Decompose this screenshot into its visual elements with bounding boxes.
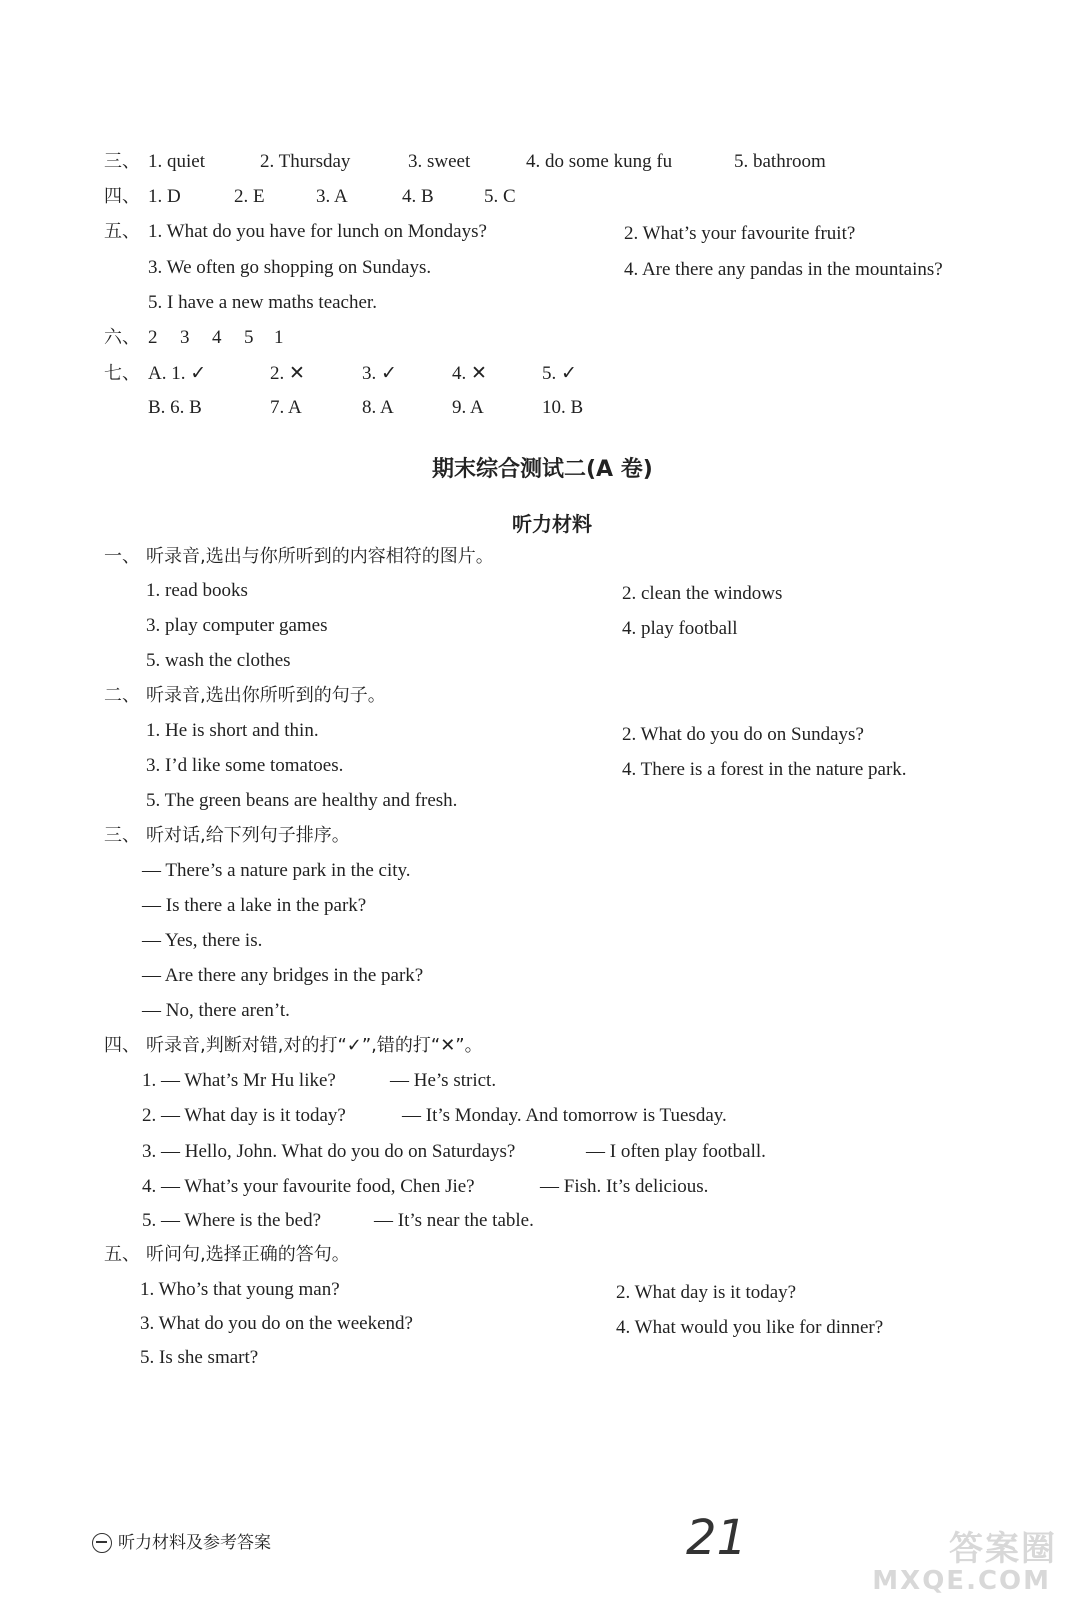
- listening-4-q-4: 4. — What’s your favourite food, Chen Jie?: [142, 1176, 475, 1197]
- listening-4-a-1: — He’s strict.: [390, 1070, 497, 1091]
- answer-6-3: 4: [212, 327, 222, 348]
- listening-2-title: 听录音,选出你所听到的句子。: [146, 685, 386, 706]
- answer-5-4: 4. Are there any pandas in the mountains?: [624, 259, 943, 280]
- answer-4-5: 5. C: [484, 186, 516, 207]
- listening-5-item-4: 4. What would you like for dinner?: [616, 1317, 884, 1338]
- answer-section-6-number: 六、: [104, 327, 140, 348]
- watermark-url: MXQE.COM: [872, 1566, 1051, 1596]
- answer-3-5: 5. bathroom: [734, 151, 826, 172]
- answer-6-2: 3: [180, 327, 190, 348]
- answer-5-1: 1. What do you have for lunch on Mondays?: [148, 221, 487, 242]
- answer-3-3: 3. sweet: [408, 151, 471, 172]
- listening-2-item-3: 3. I’d like some tomatoes.: [146, 755, 344, 776]
- answer-section-3-number: 三、: [104, 151, 140, 172]
- answer-7-b9: 9. A: [452, 397, 484, 418]
- answer-7-b10: 10. B: [542, 397, 584, 418]
- listening-4-a-5: — It’s near the table.: [374, 1210, 534, 1231]
- footer: [92, 1528, 271, 1553]
- answer-6-5: 1: [274, 327, 284, 348]
- listening-5-item-3: 3. What do you do on the weekend?: [140, 1313, 413, 1334]
- section-title: 听力材料: [512, 512, 592, 536]
- listening-2-item-2: 2. What do you do on Sundays?: [622, 724, 864, 745]
- footer-label: 听力材料及参考答案: [118, 1533, 271, 1553]
- listening-2-item-4: 4. There is a forest in the nature park.: [622, 759, 907, 780]
- listening-3-number: 三、: [104, 825, 140, 846]
- answer-3-4: 4. do some kung fu: [526, 151, 673, 172]
- listening-3-line-2: — Is there a lake in the park?: [142, 895, 367, 916]
- answer-7-a4: 4. ✕: [452, 363, 487, 384]
- answer-6-1: 2: [148, 327, 158, 348]
- listening-5-item-5: 5. Is she smart?: [140, 1347, 259, 1368]
- listening-3-title: 听对话,给下列句子排序。: [146, 825, 350, 846]
- answer-7-b6: B. 6. B: [148, 397, 202, 418]
- listening-1-item-4: 4. play football: [622, 618, 738, 639]
- answer-7-b7: 7. A: [270, 397, 302, 418]
- watermark-logo: 答案圈: [949, 1529, 1057, 1569]
- listening-1-item-1: 1. read books: [146, 580, 248, 601]
- answer-7-b8: 8. A: [362, 397, 394, 418]
- listening-2-number: 二、: [104, 685, 140, 706]
- listening-3-line-3: — Yes, there is.: [142, 930, 263, 951]
- listening-4-q-3: 3. — Hello, John. What do you do on Saturdays?: [142, 1141, 516, 1162]
- listening-5-item-1: 1. Who’s that young man?: [140, 1279, 340, 1300]
- answer-7-a5: 5. ✓: [542, 363, 577, 384]
- test-title: 期末综合测试二(A 卷): [432, 457, 653, 482]
- answer-4-4: 4. B: [402, 186, 434, 207]
- answer-4-2: 2. E: [234, 186, 265, 207]
- answer-5-3: 3. We often go shopping on Sundays.: [148, 257, 432, 278]
- listening-3-line-4: — Are there any bridges in the park?: [142, 965, 424, 986]
- answer-5-5: 5. I have a new maths teacher.: [148, 292, 377, 313]
- listening-1-item-2: 2. clean the windows: [622, 583, 783, 604]
- answer-6-4: 5: [244, 327, 254, 348]
- listening-1-title: 听录音,选出与你所听到的内容相符的图片。: [146, 546, 494, 567]
- answer-4-1: 1. D: [148, 186, 181, 207]
- listening-1-number: 一、: [104, 546, 140, 567]
- listening-4-q-2: 2. — What day is it today?: [142, 1105, 346, 1126]
- listening-4-a-3: — I often play football.: [586, 1141, 766, 1162]
- answer-section-5-number: 五、: [104, 221, 140, 242]
- listening-1-item-3: 3. play computer games: [146, 615, 328, 636]
- page-number: 21: [686, 1510, 748, 1566]
- listening-1-item-5: 5. wash the clothes: [146, 650, 291, 671]
- answer-3-1: 1. quiet: [148, 151, 205, 172]
- listening-2-item-5: 5. The green beans are healthy and fresh.: [146, 790, 458, 811]
- answer-section-7-number: 七、: [104, 363, 140, 384]
- answer-3-2: 2. Thursday: [260, 151, 351, 172]
- listening-3-line-5: — No, there aren’t.: [142, 1000, 290, 1021]
- listening-4-title: 听录音,判断对错,对的打“✓”,错的打“✕”。: [146, 1035, 483, 1056]
- listening-5-number: 五、: [104, 1244, 140, 1265]
- listening-5-title: 听问句,选择正确的答句。: [146, 1244, 350, 1265]
- answer-5-2: 2. What’s your favourite fruit?: [624, 223, 856, 244]
- listening-4-number: 四、: [104, 1035, 140, 1056]
- listening-4-a-4: — Fish. It’s delicious.: [540, 1176, 709, 1197]
- answer-7-a3: 3. ✓: [362, 363, 397, 384]
- listening-3-line-1: — There’s a nature park in the city.: [142, 860, 411, 881]
- answer-7-a2: 2. ✕: [270, 363, 305, 384]
- listening-4-q-1: 1. — What’s Mr Hu like?: [142, 1070, 336, 1091]
- listening-4-q-5: 5. — Where is the bed?: [142, 1210, 322, 1231]
- answer-7-a1: A. 1. ✓: [148, 363, 207, 384]
- listening-2-item-1: 1. He is short and thin.: [146, 720, 319, 741]
- book-icon: [92, 1533, 112, 1553]
- listening-4-a-2: — It’s Monday. And tomorrow is Tuesday.: [402, 1105, 727, 1126]
- answer-section-4-number: 四、: [104, 186, 140, 207]
- listening-5-item-2: 2. What day is it today?: [616, 1282, 797, 1303]
- answer-4-3: 3. A: [316, 186, 348, 207]
